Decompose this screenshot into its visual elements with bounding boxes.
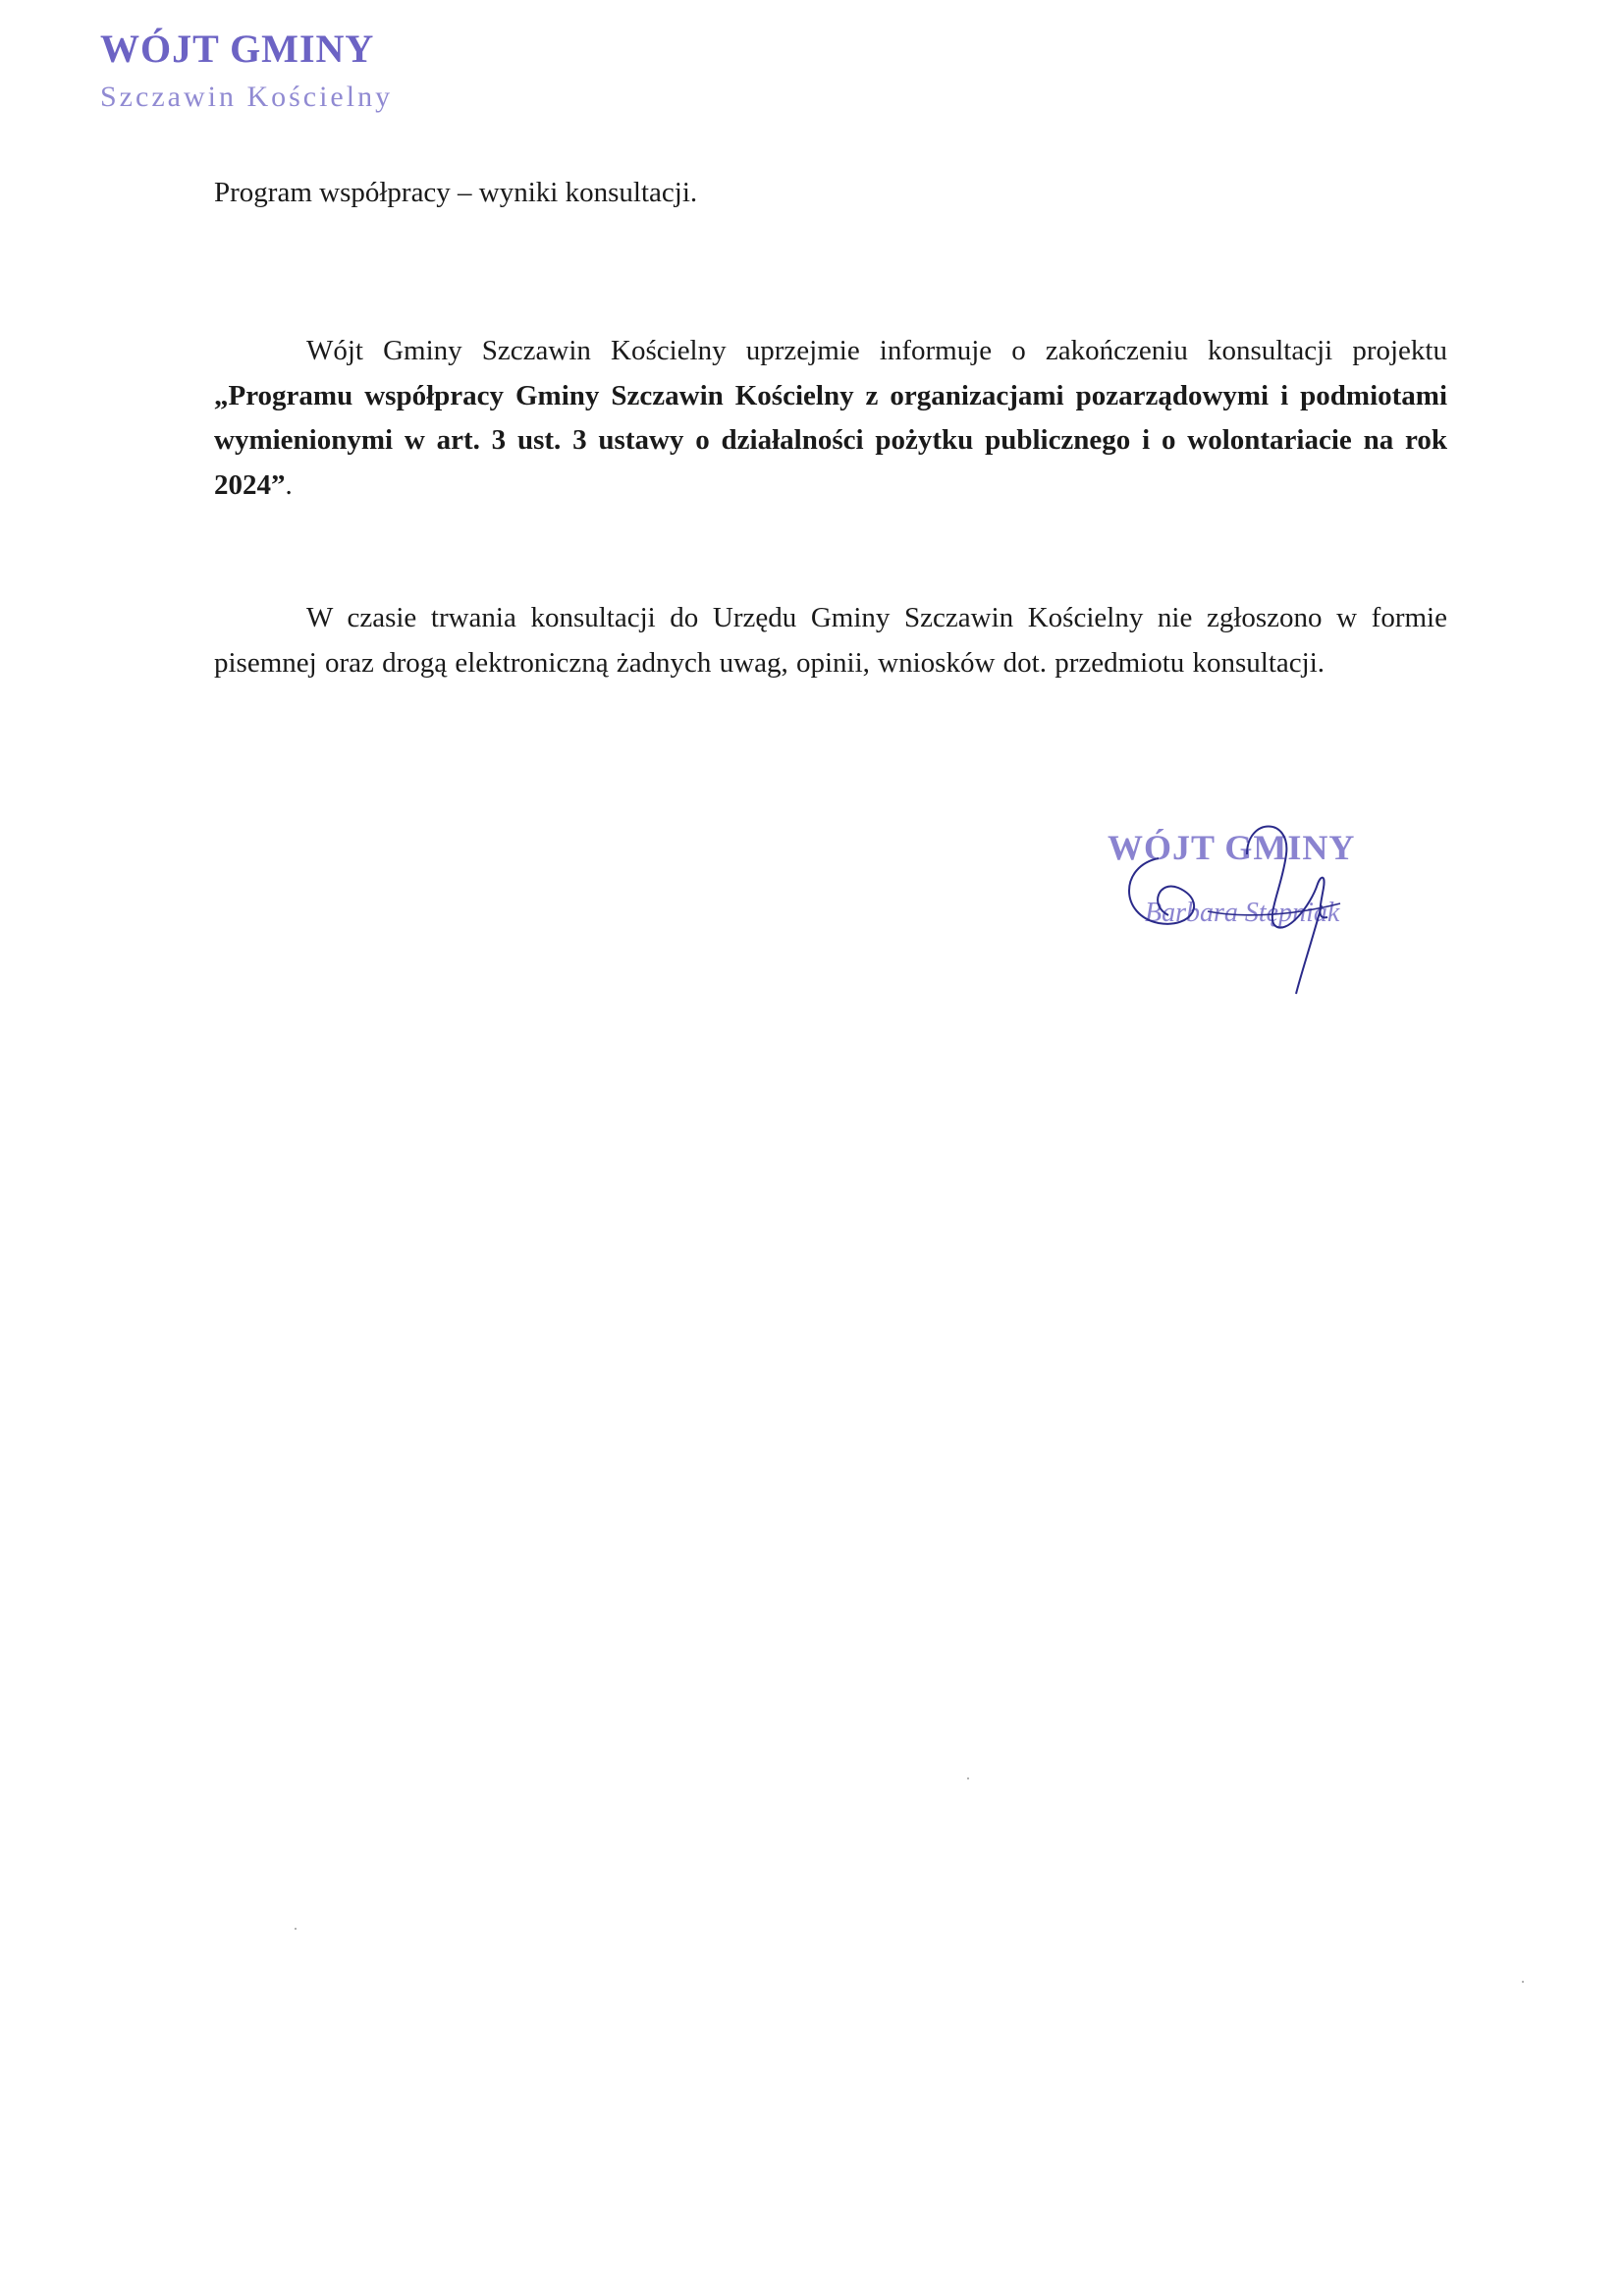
paragraph-results [214, 596, 1447, 685]
document-subject: Program współpracy – wyniki konsultacji. [214, 177, 698, 208]
announcement-tail: . [285, 468, 293, 501]
letterhead-stamp-title: WÓJT GMINY [100, 27, 375, 71]
scan-speck [967, 1777, 969, 1779]
announcement-lead: Wójt Gminy Szczawin Kościelny uprzejmie informuje o zakończeniu konsultacji projektu [306, 335, 1447, 366]
program-title: „Programu współpracy Gminy Szczawin Kościelny z organizacjami pozarządowymi i podmiotami wymienionymi w art. 3 ust. 3 ustawy o działalności pożytku publicznego i o wolontariacie na rok 2024” [214, 379, 1447, 501]
results-text: W czasie trwania konsultacji do Urzędu Gminy Szczawin Kościelny nie zgłoszono w formie pisemnej oraz drogą elektroniczną żadnych uwag, opinii, wniosków dot. przedmiotu konsultacji. [214, 602, 1447, 679]
letterhead-stamp [100, 26, 454, 124]
signature-stamp [1100, 807, 1394, 1004]
letterhead-stamp-subtitle: Szczawin Kościelny [100, 81, 394, 113]
signature-stamp-title: WÓJT GMINY [1108, 828, 1356, 867]
paragraph-announcement [214, 329, 1447, 508]
handwritten-signature [1100, 807, 1394, 1004]
signature-stamp-name: Barbara Stępniak [1145, 898, 1340, 928]
scan-speck [295, 1928, 297, 1930]
scan-speck [1522, 1981, 1524, 1983]
